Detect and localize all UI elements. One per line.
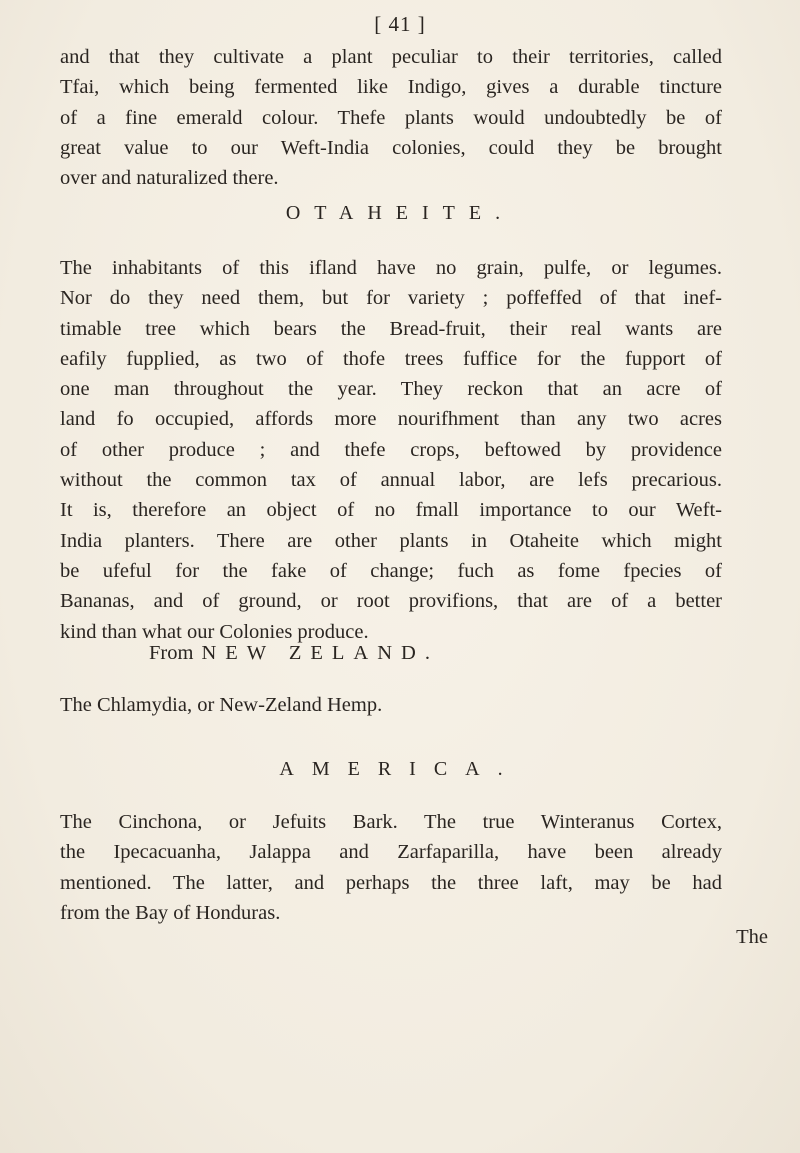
text-line: and that they cultivate a plant peculiar to their territories, called	[60, 46, 722, 68]
text-line: of a fine emerald colour. Thefe plants would undoubtedly be of	[60, 106, 722, 129]
text-line: eafily fupplied, as two of thofe trees fuffice for the fupport of	[60, 347, 722, 370]
text-line: from the Bay of Honduras.	[60, 901, 281, 924]
intro-paragraph	[60, 42, 722, 193]
text-line: It is, therefore an object of no fmall importance to our Weft-	[60, 499, 722, 522]
page-number: [ 41 ]	[374, 12, 426, 36]
text-line: India planters. There are other plants in Otaheite which might	[60, 529, 722, 552]
section-heading-otaheite: OTAHEITE.	[285, 202, 515, 224]
text-line: mentioned. The latter, and perhaps the three laft, may be had	[60, 871, 722, 894]
text-line: The inhabitants of this ifland have no grain, pulfe, or legumes.	[60, 257, 722, 279]
text-line: of other produce ; and thefe crops, beftowed by providence	[60, 438, 722, 461]
america-paragraph	[60, 807, 722, 928]
section-heading-new-zealand	[149, 642, 439, 665]
otaheite-paragraph	[60, 253, 722, 647]
text-line: kind than what our Colonies produce.	[60, 620, 369, 643]
text-line: over and naturalized there.	[60, 167, 279, 190]
text-line: Tfai, which being fermented like Indigo, gives a durable tincture	[60, 76, 722, 99]
section-heading-america: AMERICA.	[279, 758, 521, 780]
text-line: Bananas, and of ground, or root provifions, that are of a better	[60, 590, 722, 613]
text-line: The Cinchona, or Jefuits Bark. The true Winteranus Cortex,	[60, 811, 722, 833]
text-line: great value to our Weft-India colonies, could they be brought	[60, 136, 722, 159]
from-prefix: From	[149, 642, 194, 664]
text-line: be ufeful for the fake of change; fuch as fome fpecies of	[60, 559, 722, 582]
text-line: one man throughout the year. They reckon that an acre of	[60, 378, 722, 401]
text-line: without the common tax of annual labor, are lefs precarious.	[60, 469, 722, 492]
new-zealand-title: NEW ZELAND.	[201, 642, 439, 664]
text-line: land fo occupied, affords more nourifhment than any two acres	[60, 408, 722, 431]
text-line: timable tree which bears the Bread-fruit, their real wants are	[60, 317, 722, 340]
new-zealand-entry: The Chlamydia, or New-Zeland Hemp.	[60, 694, 383, 716]
text-line: Nor do they need them, but for variety ; poffeffed of that inef-	[60, 287, 722, 310]
catchword: The	[736, 926, 768, 948]
text-line: the Ipecacuanha, Jalappa and Zarfaparilla, have been already	[60, 841, 722, 864]
